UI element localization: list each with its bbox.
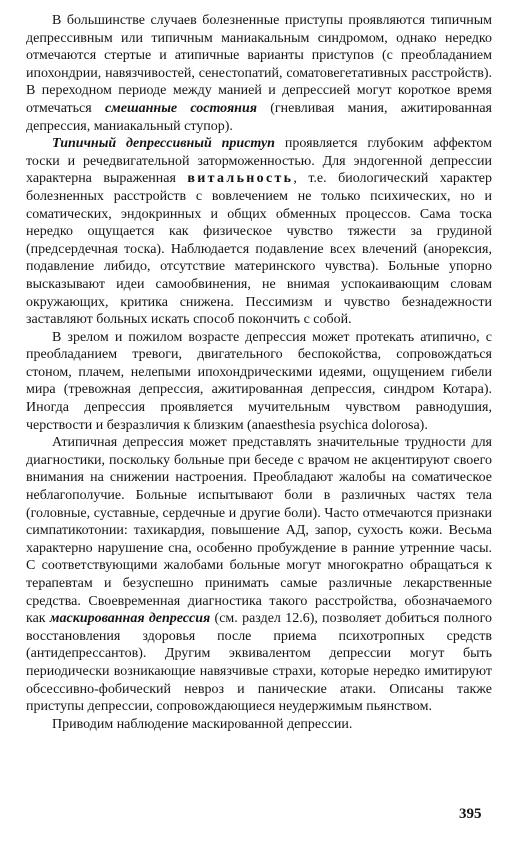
paragraph-text: В большинстве случаев болезненные приступы проявляются типичным депрессивным или типичным маниакальным синдромом, однако нередко отмечаются стертые и атипичные варианты приступов (с преобладанием ипохондрии, навязчивостей, сенестопатий, соматовегетативных расстройств). В переходном периоде между манией и депрессией могут короткое время отмечаться [26,13,492,116]
paragraph-3 [26,329,492,435]
paragraph-text: , т.е. биологический характер болезненных расстройств с вовлечением не только психических, но и соматических, эндокринных и общих обменных процессов. Сама тоска нередко ощущается как физическое чувство тяжести за грудиной (предсердечная тоска). Наблюдается подавление всех влечений (анорексия, подавление либидо, отсутствие материнского чувства). Больные упорно высказывают идеи самообвинения, не внимая успокаивающим словам окружающих, критика снижена. Пессимизм и чувство безнадежности заставляют больных искать способ покончить с собой. [26,171,492,328]
paragraph-4 [26,434,492,716]
paragraph-text: Приводим наблюдение маскированной депрессии. [52,716,353,732]
term-mixed-states: смешанные состояния [104,100,257,116]
page-number: 395 [459,806,482,822]
paragraph-5 [26,716,492,734]
paragraph-text: Атипичная депрессия может представлять значительные трудности для диагностики, поскольку больные при беседе с врачом не акцентируют своего внимания на снижении настроения. Преобладают жалобы на соматическое неблагополучие. Больные испытывают боли в различных частях тела (головные, суставные, сердечные и другие боли). Часто отмечаются признаки симпатикотонии: тахикардия, повышение АД, запор, сухость кожи. Весьма характерно нарушение сна, особенно пробуждение в ранние утренние часы. С соответствующими жалобами больные могут многократно обращаться к терапевтам и безуспешно принимать самые различные лекарственные средства. Своевременная диагностика такого расстройства, обозначаемого как [26,435,492,627]
paragraph-text: проявляется глубоким аффектом тоски и речедвигательной заторможенностью. Для эндогенной депрессии характерна выраженная [26,136,492,187]
paragraph-2 [26,135,492,329]
term-typical-depressive-episode: Типичный депрессивный приступ [52,136,275,152]
paragraph-text: В зрелом и пожилом возрасте депрессия может протекать атипично, с преобладанием тревоги, двигательного беспокойства, сопровождаться стоном, плачем, нелепыми ипохондрическими идеями, ощущением гибели мира (тревожная депрессия, ажитированная депрессия, синдром Котара). Иногда депрессия проявляется мучительным чувством равнодушия, черствости и безразличия к близким (anaesthesia psychica dolorosa). [26,329,492,433]
paragraph-text: (гневливая мания, ажитированная депрессия, маниакальный ступор). [26,100,492,134]
text-block [26,12,492,733]
paragraph-text: (см. раздел 12.6), позволяет добиться полного восстановления здоровья после приема психотропных средств (антидепрессантов). Другим эквивалентом депрессии могут быть периодически возникающие навязчивые страхи, которые нередко имитируют обсессивно-фобический невроз и панические атаки. Описаны также приступы депрессии, сопровождающиеся неудержимым пьянством. [26,611,492,715]
term-vitality: витальность [187,171,294,187]
paragraph-1 [26,12,492,135]
term-masked-depression: маскированная депрессия [49,611,211,627]
